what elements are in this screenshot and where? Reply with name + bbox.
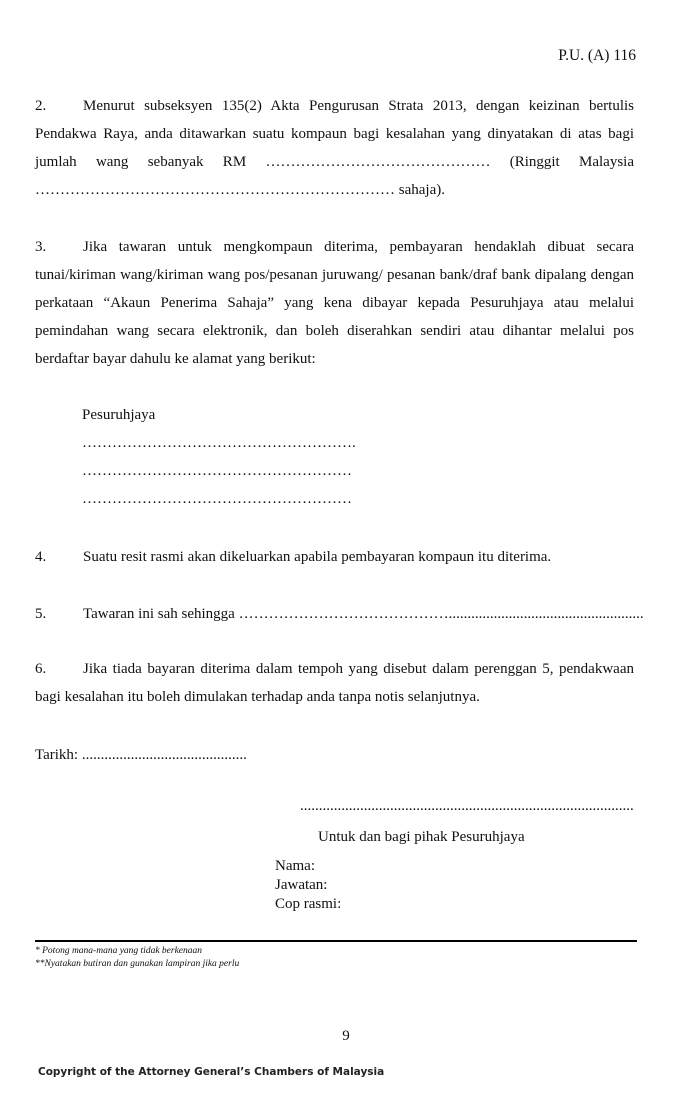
address-line-1: ………………………………………………. [82,435,356,451]
paragraph-3 [35,233,634,373]
paragraph-3-number: 3. [35,239,47,255]
paragraph-2-text: Menurut subseksyen 135(2) Akta Pengurusan Strata 2013, dengan keizinan bertulis Pendakwa Raya, anda ditawarkan suatu kompaun bagi kesalahan yang dinyatakan di atas bagi jumlah wang sebanyak RM ……………………………………… (Ringgit Malaysia ……………………………………………………………… sahaja). [35,98,634,198]
position-label: Jawatan: [275,877,328,893]
paragraph-2-number: 2. [35,98,47,114]
paragraph-4-text: Suatu resit rasmi akan dikeluarkan apabila pembayaran kompaun itu diterima. [83,549,552,565]
paragraph-6 [35,655,634,711]
footnotes [35,945,239,970]
document-reference: P.U. (A) 116 [558,47,636,64]
paragraph-6-text: Jika tiada bayaran diterima dalam tempoh yang disebut dalam perenggan 5, pendakwaan bagi kesalahan itu boleh dimulakan terhadap anda tanpa notis selanjutnya. [35,661,634,705]
paragraph-4-number: 4. [35,549,47,565]
signature-caption: Untuk dan bagi pihak Pesuruhjaya [318,829,525,845]
copyright-notice: Copyright of the Attorney General’s Chambers of Malaysia [38,1066,385,1078]
address-title: Pesuruhjaya [82,407,156,423]
address-line-3: ……………………………………………… [82,491,352,507]
paragraph-5-text: Tawaran ini sah sehingga …………………………………….................................................... [83,606,644,622]
paragraph-6-number: 6. [35,661,47,677]
name-label: Nama: [275,858,315,874]
date-field: Tarikh: ............................................ [35,747,247,763]
footnote-1: * Potong mana-mana yang tidak berkenaan [35,946,203,956]
paragraph-4 [35,543,551,571]
stamp-label: Cop rasmi: [275,896,342,912]
paragraph-5 [35,600,644,628]
address-block [82,401,356,513]
paragraph-2 [35,92,634,204]
page-number: 9 [342,1028,350,1044]
paragraph-5-number: 5. [35,606,47,622]
signature-line: ......................................................................................... [300,798,634,814]
address-line-2: ……………………………………………… [82,463,352,479]
footnote-divider [35,940,637,942]
paragraph-3-text: Jika tawaran untuk mengkompaun diterima, pembayaran hendaklah dibuat secara tunai/kiriman wang/kiriman wang pos/pesanan juruwang/ pesanan bank/draf bank dipalang dengan perkataan “Akaun Penerima Sahaja” yang kena dibayar kepada Pesuruhjaya atau melalui pemindahan wang secara elektronik, dan boleh diserahkan sendiri atau dihantar melalui pos berdaftar bayar dahulu ke alamat yang berikut: [35,239,634,367]
signature-fields [275,857,341,914]
footnote-2: **Nyatakan butiran dan gunakan lampiran jika perlu [35,958,240,969]
